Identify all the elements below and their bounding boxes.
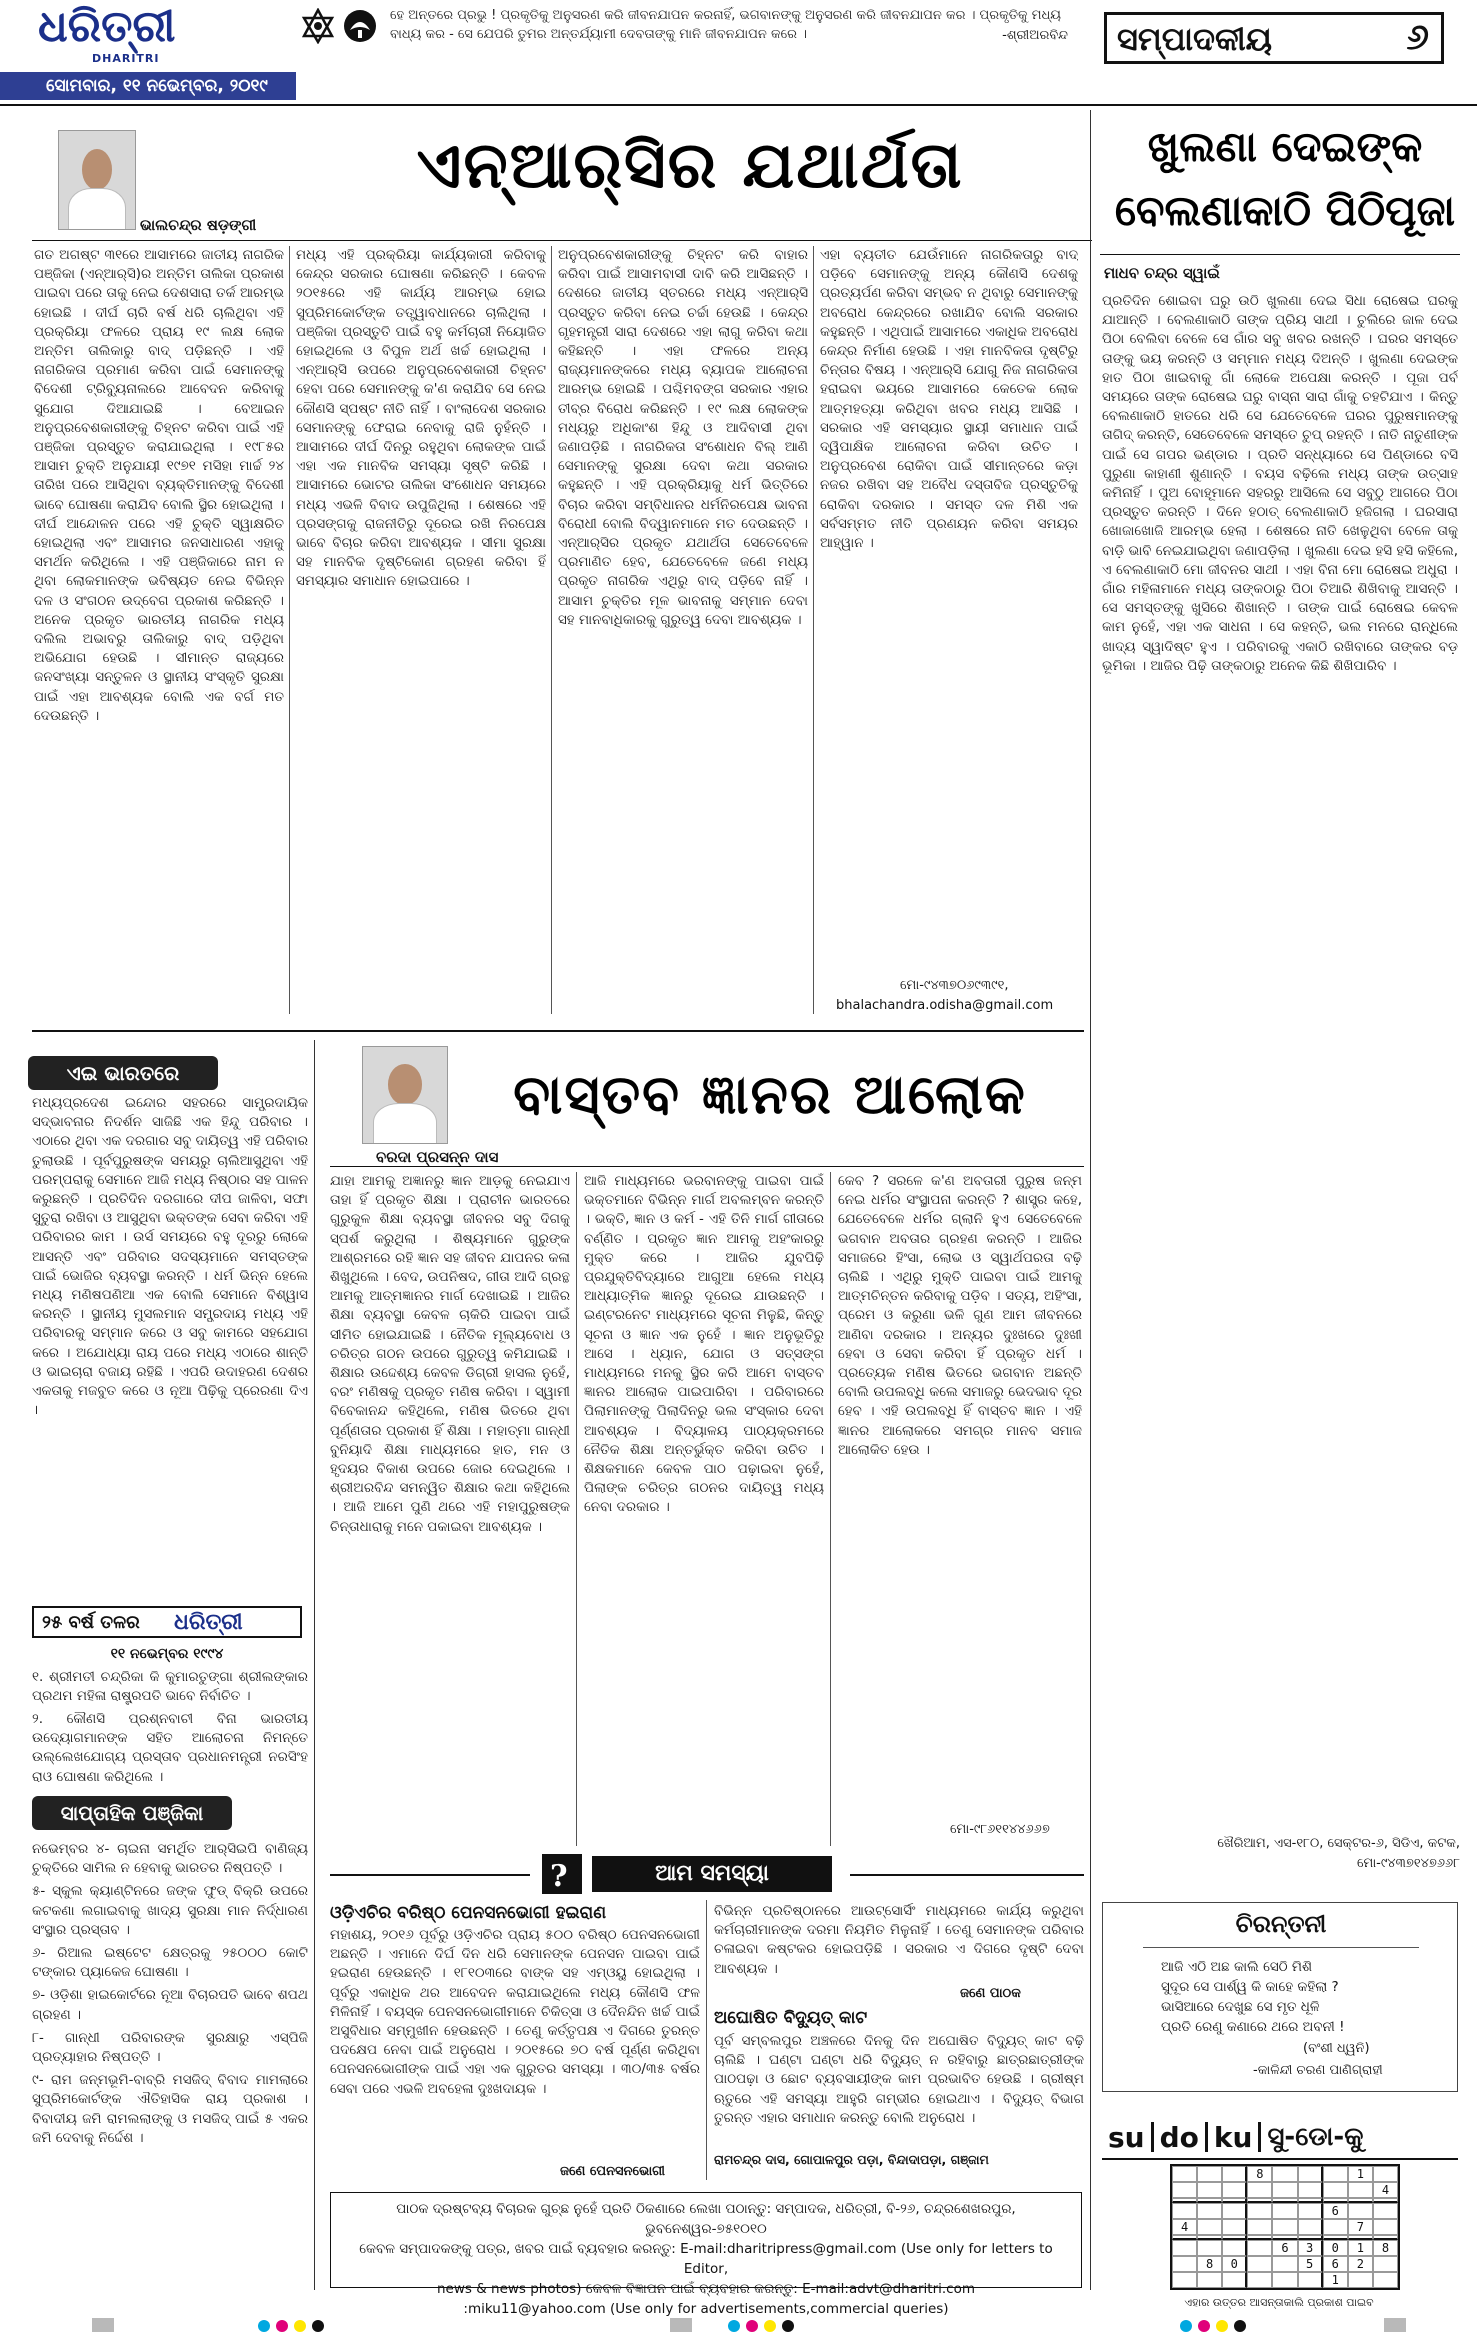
chirantani-line-2: ସୁଦୂର ସେ ପାର୍ଶ୍ୱ କି କାହେ କହିଲା ? bbox=[1161, 1979, 1339, 1995]
left-column-divider bbox=[314, 1040, 315, 2290]
weekly-title: ସାପ୍ତାହିକ ପଞ୍ଜିକା bbox=[32, 1796, 232, 1830]
sudoku-cell bbox=[1272, 2166, 1297, 2182]
footer-line-3[interactable]: news & news photos) କେବଳ ବିଜ୍ଞାପନ ପାଇଁ ବ୍ୟବହାର କରନ୍ତୁ: E-mail:advt@dharitri.com bbox=[436, 2281, 976, 2297]
sudoku-cell bbox=[1373, 2219, 1398, 2235]
sudoku-cell bbox=[1272, 2203, 1297, 2219]
years-ago-item-1: ୧. ଶ୍ରୀମତୀ ଚନ୍ଦ୍ରିକା କି କୁମାରତୁଙ୍ଗା ଶ୍ରୀଲଙ୍କାର ପ୍ରଥମ ମହିଳା ରାଷ୍ଟ୍ରପତି ଭାବେ ନିର୍ବାଚିତ । bbox=[32, 1669, 308, 1705]
letter2-signature: ଜଣେ ପାଠକ bbox=[960, 1986, 1021, 2001]
weekly-item: ୮- ଗାନ୍ଧୀ ପରିବାରଙ୍କ ସୁରକ୍ଷାରୁ ଏସ୍‌ପିଜି ପ୍ରତ୍ୟାହାର ନିଷ୍ପତ୍ତି । bbox=[32, 2029, 308, 2066]
col-divider bbox=[576, 1172, 577, 1846]
sudoku-cell bbox=[1247, 2182, 1272, 2198]
chirantani-title: ଚିରନ୍ତନୀ bbox=[1235, 1909, 1327, 1938]
mid-rule bbox=[32, 1030, 1084, 1032]
print-mark bbox=[1234, 2320, 1246, 2332]
footer-line-2[interactable]: କେବଳ ସମ୍ପାଦକଙ୍କୁ ପତ୍ର, ଖବର ପାଇଁ ବ୍ୟବହାର କରନ୍ତୁ: E-mail:dharitripress@gmail.com (Use only for letters to Editor, bbox=[359, 2241, 1053, 2277]
sudoku-cell: 8 bbox=[1197, 2256, 1222, 2272]
sudoku-cell bbox=[1197, 2272, 1222, 2288]
second-col-3: କେବ ? ସରଳେ କ'ଣ ଅବତାରୀ ପୁରୁଷ ଜନ୍ମ ନେଇ ଧର୍ମର ସଂସ୍ଥାପନା କରନ୍ତି ? ଶାସ୍ତ୍ର କହେ, ଯେତେବେଳେ ଧର୍ମର ଗ୍ଲାନି ହୁଏ ସେତେବେଳେ ଭଗବାନ ଅବତାର ଗ୍ରହଣ କରନ୍ତି । ଆଜିର ସମାଜରେ ହିଂସା, ଲୋଭ ଓ ସ୍ୱାର୍ଥପରତା ବଢ଼ି ଚାଲିଛି । ଏଥିରୁ ମୁକ୍ତି ପାଇବା ପାଇଁ ଆମକୁ ଆତ୍ମଚିନ୍ତନ କରିବାକୁ ପଡ଼ିବ । ସତ୍ୟ, ଅହିଂସା, ପ୍ରେମ ଓ କରୁଣା ଭଳି ଗୁଣ ଆମ ଜୀବନରେ ଆଣିବା ଦରକାର । ଅନ୍ୟର ଦୁଃଖରେ ଦୁଃଖୀ ହେବା ଓ ସେବା କରିବା ହିଁ ପ୍ରକୃତ ଧର୍ମ । ପ୍ରତ୍ୟେକ ମଣିଷ ଭିତରେ ଭଗବାନ ଅଛନ୍ତି ବୋଲି ଉପଲବ୍ଧି କଲେ ସମାଜରୁ ଭେଦଭାବ ଦୂର ହେବ । ଏହି ଉପଲବ୍ଧି ହିଁ ବାସ୍ତବ ଜ୍ଞାନ । ଏହି ଜ୍ଞାନର ଆଲୋକରେ ସମଗ୍ର ମାନବ ସମାଜ ଆଲୋକିତ ହେଉ । bbox=[838, 1173, 1082, 1458]
sudoku-cell bbox=[1323, 2166, 1348, 2182]
col-divider bbox=[551, 246, 552, 1014]
sudoku-cell bbox=[1298, 2182, 1323, 2198]
lead-head-rule bbox=[32, 240, 1092, 241]
lead-headline: ଏନ୍‌ଆର୍‌ସିର ଯଥାର୍ଥତା bbox=[416, 128, 964, 203]
right-column-divider bbox=[1090, 110, 1091, 2290]
section-banner bbox=[1104, 12, 1444, 64]
footer-line-1: ପାଠକ ଦ୍ରଷ୍ଟବ୍ୟ ବିଚାରକ ଗୁଚ୍ଛ ନୁହେଁ ପ୍ରତି ଠିକଣାରେ ଲେଖା ପଠାନ୍ତୁ: ସମ୍ପାଦକ, ଧରିତ୍ରୀ, ବି-୨୬, ଚନ୍ଦ୍ରଶେଖରପୁର, ଭୁବନେଶ୍ୱର-୭୫୧୦୧୦ bbox=[396, 2201, 1016, 2237]
years-ago-item-2: ୨. କୌଣସି ପ୍ରଶ୍ନବାଚୀ ବିନା ଭାରତୀୟ ଉଦ୍ୟୋଗମାନଙ୍କ ସହିତ ଆଲୋଚନା ନିମନ୍ତେ ଉଲ୍ଲେଖଯୋଗ୍ୟ ପ୍ରସ୍ତାବ ପ୍ରଧାନମନ୍ତ୍ରୀ ନରସିଂହ ରାଓ ଘୋଷଣା କରିଥିଲେ । bbox=[32, 1711, 308, 1785]
second-author: ବରଦା ପ୍ରସନ୍ନ ଦାସ bbox=[376, 1148, 499, 1166]
weekly-item: ନଭେମ୍ବର ୪- ଚାଇନା ସମର୍ଥିତ ଆର୍‌ସିଇପି ବାଣିଜ୍ୟ ଚୁକ୍ତିରେ ସାମିଲ ନ ହେବାକୁ ଭାରତର ନିଷ୍ପତ୍ତି । bbox=[32, 1841, 308, 1877]
column-author: ମାଧବ ଚନ୍ଦ୍ର ସ୍ୱାଇଁ bbox=[1104, 264, 1220, 282]
sudoku-cell bbox=[1373, 2272, 1398, 2288]
sudoku-grid bbox=[1170, 2164, 1400, 2290]
sudoku-cell bbox=[1172, 2272, 1197, 2288]
chirantani-line-3: ଭାସିଆରେ ଦେଖୁଛ ସେ ମୃତ ଧୂଳି bbox=[1161, 1999, 1320, 2015]
chirantani-line-1: ଆଜି ଏଠି ଅଛ କାଲି ସେଠି ମିଶି bbox=[1161, 1959, 1313, 1975]
sudoku-title-su: su bbox=[1108, 2120, 1145, 2154]
lead-contact: ମୋ-୯୪୩୭୦୬୯୩୯୧, bbox=[900, 978, 1009, 993]
weekly-list bbox=[32, 1840, 308, 2290]
column-contact: ମୋ-୯୪୩୭୧୪୭୬୬୮ bbox=[1356, 1856, 1460, 1871]
sudoku-cell: 5 bbox=[1298, 2256, 1323, 2272]
years-ago-paper: ଧରିତ୍ରୀ bbox=[174, 1609, 243, 1635]
letter3-body: ପୂର୍ବ ସମ୍ବଲପୁର ଅଞ୍ଚଳରେ ଦିନକୁ ଦିନ ଅଘୋଷିତ ବିଦ୍ୟୁତ୍ କାଟ ବଢ଼ି ଚାଲିଛି । ଘଣ୍ଟା ଘଣ୍ଟା ଧରି ବିଦ୍ୟୁତ୍ ନ ରହିବାରୁ ଛାତ୍ରଛାତ୍ରୀଙ୍କ ପାଠପଢ଼ା ଓ ଛୋଟ ବ୍ୟବସାୟୀଙ୍କ କାମ ପ୍ରଭାବିତ ହେଉଛି । ଗ୍ରୀଷ୍ମ ଋତୁରେ ଏହି ସମସ୍ୟା ଆହୁରି ଗମ୍ଭୀର ହୋଇଥାଏ । ବିଦ୍ୟୁତ୍ ବିଭାଗ ତୁରନ୍ତ ଏହାର ସମାଧାନ କରନ୍ତୁ ବୋଲି ଅନୁରୋଧ । bbox=[714, 2033, 1084, 2126]
sudoku-cell: 8 bbox=[1247, 2166, 1272, 2182]
sudoku-cell bbox=[1272, 2182, 1297, 2198]
masthead bbox=[0, 0, 1477, 104]
sudoku-cell bbox=[1247, 2272, 1272, 2288]
sudoku-cell bbox=[1373, 2256, 1398, 2272]
sudoku-cell: 4 bbox=[1172, 2219, 1197, 2235]
sudoku-cell bbox=[1247, 2240, 1272, 2256]
sudoku-cell bbox=[1247, 2203, 1272, 2219]
col-divider bbox=[289, 246, 290, 1014]
svg-text:?: ? bbox=[550, 1859, 568, 1894]
sudoku-cell bbox=[1197, 2166, 1222, 2182]
sudoku-title-ku: ku bbox=[1213, 2120, 1253, 2154]
sudoku-cell bbox=[1323, 2219, 1348, 2235]
weekly-item: ୬- ରିଆଲ ଇଷ୍ଟେଟ କ୍ଷେତ୍ରକୁ ୨୫୦୦୦ କୋଟି ଟଙ୍କାର ପ୍ୟାକେଜ ଘୋଷଣା । bbox=[32, 1945, 308, 1981]
print-mark bbox=[258, 2320, 270, 2332]
sudoku-cell: 3 bbox=[1298, 2240, 1323, 2256]
column-head-rule bbox=[1100, 254, 1460, 255]
print-mark bbox=[782, 2320, 794, 2332]
chirantani-rule bbox=[1143, 1947, 1419, 1948]
lead-col-3: ଅନୁପ୍ରବେଶକାରୀଙ୍କୁ ଚିହ୍ନଟ କରି ବାହାର କରିବା ପାଇଁ ଆସାମବାସୀ ଦାବି କରି ଆସିଛନ୍ତି । ଦେଶରେ ଜାତୀୟ ସ୍ତରରେ ମଧ୍ୟ ଏନ୍‌ଆର୍‌ସି ପ୍ରସ୍ତୁତ କରିବା ନେଇ ଚର୍ଚ୍ଚା ହେଉଛି । କେନ୍ଦ୍ର ଗୃହମନ୍ତ୍ରୀ ସାରା ଦେଶରେ ଏହା ଲାଗୁ କରିବା କଥା କହିଛନ୍ତି । ଏହା ଫଳରେ ଅନ୍ୟ ରାଜ୍ୟମାନଙ୍କରେ ମଧ୍ୟ ବ୍ୟାପକ ଆଲୋଚନା ଆରମ୍ଭ ହୋଇଛି । ପଶ୍ଚିମବଙ୍ଗ ସରକାର ଏହାର ତୀବ୍ର ବିରୋଧ କରିଛନ୍ତି । ୧୯ ଲକ୍ଷ ଲୋକଙ୍କ ମଧ୍ୟରୁ ଅଧିକାଂଶ ହିନ୍ଦୁ ଓ ଆଦିବାସୀ ଥିବା ଜଣାପଡ଼ିଛି । ନାଗରିକତା ସଂଶୋଧନ ବିଲ୍ ଆଣି ସେମାନଙ୍କୁ ସୁରକ୍ଷା ଦେବା କଥା ସରକାର କହୁଛନ୍ତି । ଏହି ପ୍ରକ୍ରିୟାକୁ ଧର୍ମ ଭିତ୍ତିରେ ବିଚାର କରିବା ସମ୍ବିଧାନର ଧର୍ମନିରପେକ୍ଷ ଭାବନା ବିରୋଧୀ ବୋଲି ବିଦ୍ୱାନମାନେ ମତ ଦେଉଛନ୍ତି । ଏନ୍‌ଆର୍‌ସିର ପ୍ରକୃତ ଯଥାର୍ଥତା ସେତେବେଳେ ପ୍ରମାଣିତ ହେବ, ଯେତେବେଳେ ଜଣେ ମଧ୍ୟ ପ୍ରକୃତ ନାଗରିକ ଏଥିରୁ ବାଦ୍ ପଡ଼ିବେ ନାହିଁ । ଆସାମ ଚୁକ୍ତିର ମୂଳ ଭାବନାକୁ ସମ୍ମାନ ଦେବା ସହ ମାନବାଧିକାରକୁ ଗୁରୁତ୍ୱ ଦେବା ଆବଶ୍ୟକ । bbox=[558, 247, 808, 628]
sudoku-cell bbox=[1222, 2182, 1247, 2198]
section-title: ସମ୍ପାଦକୀୟ bbox=[1117, 20, 1273, 58]
sudoku-cell bbox=[1222, 2240, 1247, 2256]
sudoku-answer-note: ଏହାର ଉତ୍ତର ଆସନ୍ତାକାଲି ପ୍ରକାଶ ପାଇବ bbox=[1104, 2296, 1454, 2310]
sudoku-cell bbox=[1247, 2256, 1272, 2272]
second-col-1: ଯାହା ଆମକୁ ଅଜ୍ଞାନରୁ ଜ୍ଞାନ ଆଡ଼କୁ ନେଇଯାଏ ତାହା ହିଁ ପ୍ରକୃତ ଶିକ୍ଷା । ପ୍ରାଚୀନ ଭାରତରେ ଗୁରୁକୁଳ ଶିକ୍ଷା ବ୍ୟବସ୍ଥା ଜୀବନର ସବୁ ଦିଗକୁ ସ୍ପର୍ଶ କରୁଥିଲା । ଶିଷ୍ୟମାନେ ଗୁରୁଙ୍କ ଆଶ୍ରମରେ ରହି ଜ୍ଞାନ ସହ ଜୀବନ ଯାପନର କଳା ଶିଖୁଥିଲେ । ବେଦ, ଉପନିଷଦ, ଗୀତା ଆଦି ଗ୍ରନ୍ଥ ଆମକୁ ଆତ୍ମଜ୍ଞାନର ମାର୍ଗ ଦେଖାଇଛି । ଆଜିର ଶିକ୍ଷା ବ୍ୟବସ୍ଥା କେବଳ ଚାକିରି ପାଇବା ପାଇଁ ସୀମିତ ହୋଇଯାଇଛି । ନୈତିକ ମୂଲ୍ୟବୋଧ ଓ ଚରିତ୍ର ଗଠନ ଉପରେ ଗୁରୁତ୍ୱ କମିଯାଇଛି । ଶିକ୍ଷାର ଉଦ୍ଦେଶ୍ୟ କେବଳ ଡିଗ୍ରୀ ହାସଲ ନୁହେଁ, ବରଂ ମଣିଷକୁ ପ୍ରକୃତ ମଣିଷ କରିବା । ସ୍ୱାମୀ ବିବେକାନନ୍ଦ କହିଥିଲେ, ମଣିଷ ଭିତରେ ଥିବା ପୂର୍ଣ୍ଣତାର ପ୍ରକାଶ ହିଁ ଶିକ୍ଷା । ମହାତ୍ମା ଗାନ୍ଧୀ ବୁନିୟାଦି ଶିକ୍ଷା ମାଧ୍ୟମରେ ହାତ, ମନ ଓ ହୃଦୟର ବିକାଶ ଉପରେ ଜୋର ଦେଇଥିଲେ । ଶ୍ରୀଅରବିନ୍ଦ ସମନ୍ୱିତ ଶିକ୍ଷାର କଥା କହିଥିଲେ । ଆଜି ଆମେ ପୁଣି ଥରେ ଏହି ମହାପୁରୁଷଙ୍କ ଚିନ୍ତାଧାରାକୁ ମନେ ପକାଇବା ଆବଶ୍ୟକ । bbox=[330, 1173, 570, 1535]
sudoku-cell bbox=[1348, 2203, 1373, 2219]
column-headline-1: ଖୁଲଣା ଦେଇଙ୍କ bbox=[1147, 122, 1423, 171]
letter1-body: ମହାଶୟ, ୨୦୧୬ ପୂର୍ବରୁ ଓଡ଼ିଏଚିର ପ୍ରାୟ ୫୦୦ ବରିଷ୍ଠ ପେନସନଭୋଗୀ ଅଛନ୍ତି । ଏମାନେ ଦିର୍ଘ ଦିନ ଧରି ସେମାନଙ୍କ ପେନସନ ପାଇବା ପାଇଁ ହଇରାଣ ହେଉଛନ୍ତି । ୧୮୧୦୩ରେ ବାଙ୍କ ସହ ଏମ୍‌ଓୟୁ ହୋଇଥିଲା । ପୂର୍ବରୁ ଏକାଧିକ ଥର ଆବେଦନ କରାଯାଇଥିଲେ ମଧ୍ୟ କୌଣସି ଫଳ ମିଳିନାହିଁ । ବୟସ୍କ ପେନସନଭୋଗୀମାନେ ଚିକିତ୍ସା ଓ ଦୈନନ୍ଦିନ ଖର୍ଚ୍ଚ ପାଇଁ ଅସୁବିଧାର ସମ୍ମୁଖୀନ ହେଉଛନ୍ତି । ତେଣୁ କର୍ତ୍ତୃପକ୍ଷ ଏ ଦିଗରେ ତୁରନ୍ତ ପଦକ୍ଷେପ ନେବା ପାଇଁ ଅନୁରୋଧ । ୨୦୧୫ରେ ୭୦ ବର୍ଷ ପୂର୍ଣ୍ଣ କରିଥିବା ପେନସନଭୋଗୀଙ୍କ ପାଇଁ ଏହା ଏକ ଗୁରୁତର ସମସ୍ୟା । ୩୦/୩୫ ବର୍ଷର ସେବା ପରେ ଏଭଳି ଅବହେଳା ଦୁଃଖଦାୟକ । bbox=[330, 1927, 700, 2097]
sudoku-title-do: do bbox=[1159, 2120, 1199, 2154]
problems-title: ଆମ ସମସ୍ୟା bbox=[592, 1856, 832, 1892]
masthead-quote-author: -ଶ୍ରୀଅରବିନ୍ଦ bbox=[944, 26, 1068, 45]
sudoku-cell: 6 bbox=[1323, 2256, 1348, 2272]
weekly-item: ୯- ରାମ ଜନ୍ମଭୂମି-ବାବ୍ରି ମସଜିଦ୍ ବିବାଦ ମାମଲାରେ ସୁପ୍ରିମକୋର୍ଟଙ୍କ ଐତିହାସିକ ରାୟ ପ୍ରକାଶ । ବିବାଦୀୟ ଜମି ରାମଲଲାଙ୍କୁ ଓ ମସଜିଦ୍ ପାଇଁ ୫ ଏକର ଜମି ଦେବାକୁ ନିର୍ଦ୍ଦେଶ । bbox=[32, 2072, 308, 2146]
masthead-rule bbox=[0, 104, 1477, 106]
sudoku-cell bbox=[1222, 2203, 1247, 2219]
contact-footer bbox=[330, 2192, 1082, 2317]
col-divider bbox=[830, 1172, 831, 1846]
sudoku-cell bbox=[1172, 2203, 1197, 2219]
sudoku-cell bbox=[1197, 2182, 1222, 2198]
letter3-signature: ରାମଚନ୍ଦ୍ର ଦାସ, ଗୋପାଳପୁର ପଡ଼ା, ବିନ୍ଦାଦାପଡ଼ା, ଗଞ୍ଜାମ bbox=[714, 2152, 989, 2167]
sudoku-title-rule bbox=[1102, 2158, 1458, 2160]
print-mark bbox=[1180, 2320, 1192, 2332]
column-headline-2: ବେଲଣାକାଠି ପିଠିପୂଜା bbox=[1114, 186, 1456, 235]
lead-author: ଭାଲଚନ୍ଦ୍ର ଷଡ଼ଙ୍ଗୀ bbox=[140, 216, 257, 234]
second-col-2: ଆଜି ମାଧ୍ୟମରେ ଭରବାନଙ୍କୁ ପାଇବା ପାଇଁ ଭକ୍ତମାନେ ବିଭିନ୍ନ ମାର୍ଗ ଅବଲମ୍ବନ କରନ୍ତି । ଭକ୍ତି, ଜ୍ଞାନ ଓ କର୍ମ - ଏହି ତିନି ମାର୍ଗ ଗୀତାରେ ବର୍ଣ୍ଣିତ । ପ୍ରକୃତ ଜ୍ଞାନ ଆମକୁ ଅହଂକାରରୁ ମୁକ୍ତ କରେ । ଆଜିର ଯୁବପିଢ଼ି ପ୍ରଯୁକ୍ତିବିଦ୍ୟାରେ ଆଗୁଆ ହେଲେ ମଧ୍ୟ ଆଧ୍ୟାତ୍ମିକ ଜ୍ଞାନରୁ ଦୂରେଇ ଯାଉଛନ୍ତି । ଇଣ୍ଟରନେଟ ମାଧ୍ୟମରେ ସୂଚନା ମିଳୁଛି, କିନ୍ତୁ ସୂଚନା ଓ ଜ୍ଞାନ ଏକ ନୁହେଁ । ଜ୍ଞାନ ଅନୁଭୂତିରୁ ଆସେ । ଧ୍ୟାନ, ଯୋଗ ଓ ସତ୍ସଙ୍ଗ ମାଧ୍ୟମରେ ମନକୁ ସ୍ଥିର କରି ଆମେ ବାସ୍ତବ ଜ୍ଞାନର ଆଲୋକ ପାଇପାରିବା । ପରିବାରରେ ପିଲାମାନଙ୍କୁ ପିଲାଦିନରୁ ଭଲ ସଂସ୍କାର ଦେବା ଆବଶ୍ୟକ । ବିଦ୍ୟାଳୟ ପାଠ୍ୟକ୍ରମରେ ନୈତିକ ଶିକ୍ଷା ଅନ୍ତର୍ଭୁକ୍ତ କରିବା ଉଚିତ । ଶିକ୍ଷକମାନେ କେବଳ ପାଠ ପଢ଼ାଇବା ନୁହେଁ, ପିଲାଙ୍କ ଚରିତ୍ର ଗଠନର ଦାୟିତ୍ୱ ମଧ୍ୟ ନେବା ଦରକାର । bbox=[584, 1173, 824, 1516]
problems-rule-right bbox=[850, 1874, 1084, 1876]
weekly-item: ୭- ଓଡ଼ିଶା ହାଇକୋର୍ଟରେ ନୂଆ ବିଚାରପତି ଭାବେ ଶପଥ ଗ୍ରହଣ । bbox=[32, 1987, 308, 2023]
date-bar: ସୋମବାର, ୧୧ ନଭେମ୍ବର, ୨୦୧୯ bbox=[0, 72, 296, 100]
chirantani-line-4: ପ୍ରତି ରେଣୁ କଣାରେ ଥରେ ଅବନୀ ! bbox=[1161, 2019, 1345, 2035]
chirantani-box bbox=[1102, 1902, 1458, 2092]
problems-banner bbox=[540, 1852, 840, 1896]
years-ago-banner bbox=[32, 1606, 302, 1638]
sudoku-cell bbox=[1172, 2182, 1197, 2198]
lead-col-4: ଏହା ବ୍ୟତୀତ ଯେଉଁମାନେ ନାଗରିକତାରୁ ବାଦ୍ ପଡ଼ିବେ ସେମାନଙ୍କୁ ଅନ୍ୟ କୌଣସି ଦେଶକୁ ପ୍ରତ୍ୟର୍ପଣ କରିବା ସମ୍ଭବ ନ ଥିବାରୁ ସେମାନଙ୍କୁ ଅବରୋଧ କେନ୍ଦ୍ରରେ ରଖାଯିବ ବୋଲି ସରକାର କହୁଛନ୍ତି । ଏଥିପାଇଁ ଆସାମରେ ଏକାଧିକ ଅବରୋଧ କେନ୍ଦ୍ର ନିର୍ମାଣ ହେଉଛି । ଏହା ମାନବିକତା ଦୃଷ୍ଟିରୁ ଚିନ୍ତାର ବିଷୟ । ଏନ୍‌ଆର୍‌ସି ଯୋଗୁ ନିଜ ନାଗରିକତା ହରାଇବା ଭୟରେ ଆସାମରେ କେତେକ ଲୋକ ଆତ୍ମହତ୍ୟା କରିଥିବା ଖବର ମଧ୍ୟ ଆସିଛି । ସରକାର ଏହି ସମସ୍ୟାର ସ୍ଥାୟୀ ସମାଧାନ ପାଇଁ ଦ୍ୱିପାକ୍ଷିକ ଆଲୋଚନା କରିବା ଉଚିତ । ଅନୁପ୍ରବେଶ ରୋକିବା ପାଇଁ ସୀମାନ୍ତରେ କଡ଼ା ନଜର ରଖିବା ସହ ଅବୈଧ ଦସ୍ତାବିଜ ପ୍ରସ୍ତୁତିକୁ ରୋକିବା ଦରକାର । ସମସ୍ତ ଦଳ ମିଶି ଏକ ସର୍ବସମ୍ମତ ନୀତି ପ୍ରଣୟନ କରିବା ସମୟର ଆହ୍ୱାନ । bbox=[820, 247, 1078, 552]
chirantani-poet: -କାଳିନ୍ଦୀ ଚରଣ ପାଣିଗ୍ରାହୀ bbox=[1253, 2063, 1383, 2078]
years-ago-date: ୧୧ ନଭେମ୍ବର ୧୯୯୪ bbox=[110, 1646, 224, 1662]
sudoku-cell bbox=[1197, 2240, 1222, 2256]
sudoku-cell bbox=[1247, 2219, 1272, 2235]
sudoku-title-odia: ସୁ-ଡୋ-କୁ bbox=[1267, 2121, 1364, 2152]
print-mark bbox=[312, 2320, 324, 2332]
sudoku-cell bbox=[1272, 2272, 1297, 2288]
sudoku-cell: 4 bbox=[1373, 2182, 1398, 2198]
sudoku-cell: 1 bbox=[1323, 2272, 1348, 2288]
sudoku-cell bbox=[1323, 2182, 1348, 2198]
print-mark bbox=[276, 2320, 288, 2332]
this-india-title: ଏଇ ଭାରତରେ bbox=[28, 1056, 218, 1090]
masthead-logo-sub: DHARITRI bbox=[92, 52, 160, 65]
print-mark bbox=[1384, 2318, 1406, 2332]
problems-rule-left bbox=[330, 1874, 530, 1876]
sudoku-cell: 0 bbox=[1323, 2240, 1348, 2256]
print-mark bbox=[728, 2320, 740, 2332]
print-mark bbox=[670, 2318, 692, 2332]
letter2-body: ବିଭିନ୍ନ ପ୍ରତିଷ୍ଠାନରେ ଆଉଟ୍‌ସୋର୍ସିଂ ମାଧ୍ୟମରେ କାର୍ଯ୍ୟ କରୁଥିବା କର୍ମଚାରୀମାନଙ୍କ ଦରମା ନିୟମିତ ମିଳୁନାହିଁ । ତେଣୁ ସେମାନଙ୍କ ପରିବାର ଚଳାଇବା କଷ୍ଟକର ହୋଇପଡ଼ିଛି । ସରକାର ଏ ଦିଗରେ ଦୃଷ୍ଟି ଦେବା ଆବଶ୍ୟକ । bbox=[714, 1903, 1084, 1977]
sudoku-title bbox=[1102, 2118, 1458, 2156]
quote-mark-icon bbox=[540, 1852, 590, 1896]
masthead-logo: ଧରିତ୍ରୀ bbox=[38, 1, 176, 52]
author-photo-barada bbox=[362, 1046, 448, 1144]
print-mark bbox=[92, 2318, 114, 2332]
second-head-rule bbox=[330, 1166, 1084, 1167]
sudoku-cell: 6 bbox=[1323, 2203, 1348, 2219]
print-mark bbox=[1216, 2320, 1228, 2332]
lead-email[interactable]: bhalachandra.odisha@gmail.com bbox=[836, 998, 1054, 1013]
masthead-quote: ହେ ଅନ୍ତରେ ପ୍ରଭୁ ! ପ୍ରକୃତିକୁ ଅନୁସରଣ କରି ଜୀବନଯାପନ କରନାହିଁ, ଭଗବାନଙ୍କୁ ଅନୁସରଣ କରି ଜୀବନଯାପନ କର । ପ୍ରକୃତିକୁ ମଧ୍ୟ ବାଧ୍ୟ କର - ସେ ଯେପରି ତୁମର ଅନ୍ତର୍ଯ୍ୟାମୀ ଦେବତାଙ୍କୁ ମାନି ଜୀବନଯାପନ କରେ । bbox=[390, 8, 1062, 42]
sudoku-cell bbox=[1348, 2182, 1373, 2198]
sudoku-cell bbox=[1172, 2240, 1197, 2256]
sudoku-cell bbox=[1373, 2203, 1398, 2219]
sudoku-cell: 7 bbox=[1348, 2219, 1373, 2235]
letter3-title: ଅଘୋଷିତ ବିଦ୍ୟୁତ୍ କାଟ bbox=[714, 2008, 868, 2028]
print-mark bbox=[294, 2320, 306, 2332]
letter1-title: ଓଡ଼ିଏଚିର ବରିଷ୍ଠ ପେନସନଭୋଗୀ ହଇରାଣ bbox=[330, 1903, 607, 1923]
second-headline: ବାସ୍ତବ ଜ୍ଞାନର ଆଲୋକ bbox=[513, 1062, 1027, 1126]
second-contact: ମୋ-୯୮୬୧୧୪୪୬୬୭ bbox=[950, 1822, 1050, 1837]
sudoku-cell bbox=[1222, 2219, 1247, 2235]
print-mark bbox=[764, 2320, 776, 2332]
lead-col-2: ମଧ୍ୟ ଏହି ପ୍ରକ୍ରିୟା କାର୍ଯ୍ୟକାରୀ କରିବାକୁ କେନ୍ଦ୍ର ସରକାର ଘୋଷଣା କରିଛନ୍ତି । କେବଳ ୨୦୧୫ରେ ଏହି କାର୍ଯ୍ୟ ଆରମ୍ଭ ହୋଇ ସୁପ୍ରିମକୋର୍ଟଙ୍କ ତତ୍ତ୍ୱାବଧାନରେ ଚାଲିଥିଲା । ପଞ୍ଜିକା ପ୍ରସ୍ତୁତି ପାଇଁ ବହୁ କର୍ମଚାରୀ ନିୟୋଜିତ ହୋଇଥିଲେ ଓ ବିପୁଳ ଅର୍ଥ ଖର୍ଚ୍ଚ ହୋଇଥିଲା । ଏନ୍‌ଆର୍‌ସି ଉପରେ ଅନୁପ୍ରବେଶକାରୀ ଚିହ୍ନଟ ହେବା ପରେ ସେମାନଙ୍କୁ କ'ଣ କରାଯିବ ସେ ନେଇ କୌଣସି ସ୍ପଷ୍ଟ ନୀତି ନାହିଁ । ବାଂଲାଦେଶ ସରକାର ସେମାନଙ୍କୁ ଫେରାଇ ନେବାକୁ ରାଜି ନୁହଁନ୍ତି । ଆସାମରେ ଦୀର୍ଘ ଦିନରୁ ରହୁଥିବା ଲୋକଙ୍କ ପାଇଁ ଏହା ଏକ ମାନବିକ ସମସ୍ୟା ସୃଷ୍ଟି କରିଛି । ଆସାମରେ ଭୋଟର ତାଲିକା ସଂଶୋଧନ ସମୟରେ ମଧ୍ୟ ଏଭଳି ବିବାଦ ଉପୁଜିଥିଲା । ଶେଷରେ ଏହି ପ୍ରସଙ୍ଗକୁ ରାଜନୀତିରୁ ଦୂରେଇ ରଖି ନିରପେକ୍ଷ ଭାବେ ବିଚାର କରିବା ଆବଶ୍ୟକ । ସୀମା ସୁରକ୍ଷା ସହ ମାନବିକ ଦୃଷ୍ଟିକୋଣ ଗ୍ରହଣ କରିବା ହିଁ ସମସ୍ୟାର ସମାଧାନ ହୋଇପାରେ । bbox=[296, 247, 546, 590]
sudoku-cell: 0 bbox=[1222, 2256, 1247, 2272]
col-divider bbox=[813, 246, 814, 1014]
sudoku-cell bbox=[1298, 2203, 1323, 2219]
sudoku-cell bbox=[1272, 2256, 1297, 2272]
sudoku-cell bbox=[1222, 2166, 1247, 2182]
chirantani-source: (ବଂଶୀ ଧ୍ୱନି) bbox=[1303, 2041, 1370, 2056]
letter1-signature: ଜଣେ ପେନସନଭୋଗୀ bbox=[560, 2164, 666, 2179]
sudoku-cell: 8 bbox=[1373, 2240, 1398, 2256]
print-mark bbox=[746, 2320, 758, 2332]
sudoku-cell: 1 bbox=[1348, 2240, 1373, 2256]
sudoku-cell: 6 bbox=[1272, 2240, 1297, 2256]
sudoku-cell bbox=[1172, 2256, 1197, 2272]
sudoku-cell: 1 bbox=[1348, 2166, 1373, 2182]
author-photo-bhalachandra bbox=[58, 130, 136, 230]
sudoku-cell bbox=[1348, 2272, 1373, 2288]
sudoku-cell bbox=[1298, 2166, 1323, 2182]
sudoku-cell bbox=[1272, 2219, 1297, 2235]
star-emblem-icon bbox=[300, 8, 336, 44]
footer-line-4[interactable]: :miku11@yahoo.com (Use only for advertisements,commercial queries) bbox=[463, 2301, 949, 2317]
col-divider bbox=[706, 1900, 707, 2180]
sudoku-cell bbox=[1172, 2166, 1197, 2182]
sudoku-cell bbox=[1197, 2203, 1222, 2219]
column-address: ଖୈରିଆମ, ଏସ-୧୮୦, ସେକ୍ଟର-୬, ସିଡିଏ, କଟକ, bbox=[1217, 1836, 1460, 1851]
sudoku-cell: 2 bbox=[1348, 2256, 1373, 2272]
sudoku-cell bbox=[1197, 2219, 1222, 2235]
lotus-emblem-icon bbox=[342, 8, 378, 44]
sudoku-cell bbox=[1222, 2272, 1247, 2288]
sudoku-cell bbox=[1298, 2219, 1323, 2235]
lead-col-1: ଗତ ଅଗଷ୍ଟ ୩୧ରେ ଆସାମରେ ଜାତୀୟ ନାଗରିକ ପଞ୍ଜିକା (ଏନ୍‌ଆର୍‌ସି)ର ଅନ୍ତିମ ତାଲିକା ପ୍ରକାଶ ପାଇବା ପରେ ତାକୁ ନେଇ ଦେଶସାରା ତର୍କ ଆରମ୍ଭ ହୋଇଛି । ଦୀର୍ଘ ଚାରି ବର୍ଷ ଧରି ଚାଲିଥିବା ଏହି ପ୍ରକ୍ରିୟା ଫଳରେ ପ୍ରାୟ ୧୯ ଲକ୍ଷ ଲୋକ ଅନ୍ତିମ ତାଲିକାରୁ ବାଦ୍ ପଡ଼ିଛନ୍ତି । ଏହି ନାଗରିକତା ପ୍ରମାଣ କରିବା ପାଇଁ ସେମାନଙ୍କୁ ବିଦେଶୀ ଟ୍ରିବ୍ୟୁନାଲରେ ଆବେଦନ କରିବାକୁ ସୁଯୋଗ ଦିଆଯାଇଛି । ବେଆଇନ ଅନୁପ୍ରବେଶକାରୀଙ୍କୁ ଚିହ୍ନଟ କରିବା ପାଇଁ ଏହି ପଞ୍ଜିକା ପ୍ରସ୍ତୁତ କରାଯାଇଥିଲା । ୧୯୮୫ର ଆସାମ ଚୁକ୍ତି ଅନୁଯାୟୀ ୧୯୭୧ ମସିହା ମାର୍ଚ୍ଚ ୨୪ ତାରିଖ ପରେ ଆସିଥିବା ବ୍ୟକ୍ତିମାନଙ୍କୁ ବିଦେଶୀ ଭାବେ ଘୋଷଣା କରାଯିବ ବୋଲି ସ୍ଥିର ହୋଇଥିଲା । ଦୀର୍ଘ ଆନ୍ଦୋଳନ ପରେ ଏହି ଚୁକ୍ତି ସ୍ୱାକ୍ଷରିତ ହୋଇଥିଲା ଏବଂ ଆସାମର ଜନସାଧାରଣ ଏହାକୁ ସମର୍ଥନ କରିଥିଲେ । ଏହି ପଞ୍ଜିକାରେ ନାମ ନ ଥିବା ଲୋକମାନଙ୍କ ଭବିଷ୍ୟତ ନେଇ ବିଭିନ୍ନ ଦଳ ଓ ସଂଗଠନ ଉଦ୍‌ବେଗ ପ୍ରକାଶ କରିଛନ୍ତି । ଅନେକ ପ୍ରକୃତ ଭାରତୀୟ ନାଗରିକ ମଧ୍ୟ ଦଲିଲ ଅଭାବରୁ ତାଲିକାରୁ ବାଦ୍ ପଡ଼ିଥିବା ଅଭିଯୋଗ ହେଉଛି । ସୀମାନ୍ତ ରାଜ୍ୟରେ ଜନସଂଖ୍ୟା ସନ୍ତୁଳନ ଓ ସ୍ଥାନୀୟ ସଂସ୍କୃତି ସୁରକ୍ଷା ପାଇଁ ଏହା ଆବଶ୍ୟକ ବୋଲି ଏକ ବର୍ଗ ମତ ଦେଉଛନ୍ତି । bbox=[34, 247, 284, 724]
years-ago-label: ୨୫ ବର୍ଷ ତଳର bbox=[42, 1612, 140, 1633]
this-india-body: ମଧ୍ୟପ୍ରଦେଶ ଇନ୍ଦୋର ସହରରେ ସାମ୍ପ୍ରଦାୟିକ ସଦ୍‌ଭାବନାର ନିଦର୍ଶନ ସାଜିଛି ଏକ ହିନ୍ଦୁ ପରିବାର । ଏଠାରେ ଥିବା ଏକ ଦରଗାର ସବୁ ଦାୟିତ୍ୱ ଏହି ପରିବାର ତୁଲାଉଛି । ପୂର୍ବପୁରୁଷଙ୍କ ସମୟରୁ ଚାଲିଆସୁଥିବା ଏହି ପରମ୍ପରାକୁ ସେମାନେ ଆଜି ମଧ୍ୟ ନିଷ୍ଠାର ସହ ପାଳନ କରୁଛନ୍ତି । ପ୍ରତିଦିନ ଦରଗାରେ ଦୀପ ଜାଳିବା, ସଫା ସୁତୁରା ରଖିବା ଓ ଆସୁଥିବା ଭକ୍ତଙ୍କ ସେବା କରିବା ଏହି ପରିବାରର କାମ । ଉର୍ସ ସମୟରେ ବହୁ ଦୂରରୁ ଲୋକେ ଆସନ୍ତି ଏବଂ ପରିବାର ସଦସ୍ୟମାନେ ସମସ୍ତଙ୍କ ପାଇଁ ଭୋଜିର ବ୍ୟବସ୍ଥା କରନ୍ତି । ଧର୍ମ ଭିନ୍ନ ହେଲେ ମଧ୍ୟ ମଣିଷପଣିଆ ଏକ ବୋଲି ସେମାନେ ବିଶ୍ୱାସ କରନ୍ତି । ସ୍ଥାନୀୟ ମୁସଲମାନ ସମ୍ପ୍ରଦାୟ ମଧ୍ୟ ଏହି ପରିବାରକୁ ସମ୍ମାନ କରେ ଓ ସବୁ କାମରେ ସହଯୋଗ କରେ । ଅଯୋଧ୍ୟା ରାୟ ପରେ ମଧ୍ୟ ଏଠାରେ ଶାନ୍ତି ଓ ଭାଇଚାରା ବଜାୟ ରହିଛି । ଏପରି ଉଦାହରଣ ଦେଶର ଏକତାକୁ ମଜବୁତ କରେ ଓ ନୂଆ ପିଢ଼ିକୁ ପ୍ରେରଣା ଦିଏ । bbox=[32, 1095, 308, 1419]
print-mark bbox=[1198, 2320, 1210, 2332]
sudoku-cell bbox=[1298, 2272, 1323, 2288]
sudoku-cell bbox=[1373, 2166, 1398, 2182]
page-number: ୬ bbox=[1406, 16, 1429, 58]
column-body: ପ୍ରତିଦିନ ଶୋଇବା ଘରୁ ଉଠି ଖୁଲଣା ଦେଇ ସିଧା ରୋଷେଇ ଘରକୁ ଯାଆନ୍ତି । ବେଲଣାକାଠି ତାଙ୍କ ପ୍ରିୟ ସାଥୀ । ଚୁଲିରେ ଜାଳ ଦେଇ ପିଠା ବେଲିବା ବେଳେ ସେ ଗାଁର ସବୁ ଖବର ରଖନ୍ତି । ଘରର ସମସ୍ତେ ତାଙ୍କୁ ଭୟ କରନ୍ତି ଓ ସମ୍ମାନ ମଧ୍ୟ ଦିଅନ୍ତି । ଖୁଲଣା ଦେଇଙ୍କ ହାତ ପିଠା ଖାଇବାକୁ ଗାଁ ଲୋକେ ଅପେକ୍ଷା କରନ୍ତି । ପୂଜା ପର୍ବ ସମୟରେ ତାଙ୍କ ରୋଷେଇ ଘରୁ ବାସ୍ନା ସାରା ଗାଁକୁ ଚହଟିଯାଏ । କିନ୍ତୁ ବେଲଣାକାଠି ହାତରେ ଧରି ସେ ଯେତେବେଳେ ଘରର ପୁରୁଷମାନଙ୍କୁ ତାଗିଦ୍ କରନ୍ତି, ସେତେବେଳେ ସମସ୍ତେ ଚୁପ୍ ରହନ୍ତି । ନାତି ନାତୁଣୀଙ୍କ ପାଇଁ ସେ ଗପର ଭଣ୍ଡାର । ପ୍ରତି ସନ୍ଧ୍ୟାରେ ସେ ପିଣ୍ଡାରେ ବସି ପୁରୁଣା କାହାଣୀ ଶୁଣାନ୍ତି । ବୟସ ବଢ଼ିଲେ ମଧ୍ୟ ତାଙ୍କ ଉତ୍ସାହ କମିନାହିଁ । ପୁଅ ବୋହୂମାନେ ସହରରୁ ଆସିଲେ ସେ ସବୁଠୁ ଆଗରେ ପିଠା ପ୍ରସ୍ତୁତ କରନ୍ତି । ଦିନେ ହଠାତ୍ ବେଲଣାକାଠି ହଜିଗଲା । ଘରସାରା ଖୋଜାଖୋଜି ଆରମ୍ଭ ହେଲା । ଶେଷରେ ନାତି ଖେଳୁଥିବା ବେଳେ ତାକୁ ବାଡ଼ି ଭାବି ନେଇଯାଇଥିବା ଜଣାପଡ଼ିଲା । ଖୁଲଣା ଦେଇ ହସି ହସି କହିଲେ, ଏ ବେଲଣାକାଠି ମୋ ଜୀବନର ସାଥୀ । ଏହା ବିନା ମୋ ରୋଷେଇ ଅଧୁରା । ଗାଁର ମହିଳାମାନେ ମଧ୍ୟ ତାଙ୍କଠାରୁ ପିଠା ତିଆରି ଶିଖିବାକୁ ଆସନ୍ତି । ସେ ସମସ୍ତଙ୍କୁ ଖୁସିରେ ଶିଖାନ୍ତି । ତାଙ୍କ ପାଇଁ ରୋଷେଇ କେବଳ କାମ ନୁହେଁ, ଏହା ଏକ ସାଧନା । ସେ କହନ୍ତି, ଭଲ ମନରେ ରାନ୍ଧିଲେ ଖାଦ୍ୟ ସ୍ୱାଦିଷ୍ଟ ହୁଏ । ପରିବାରକୁ ଏକାଠି ରଖିବାରେ ତାଙ୍କର ବଡ଼ ଭୂମିକା । ଆଜିର ପିଢ଼ି ତାଙ୍କଠାରୁ ଅନେକ କିଛି ଶିଖିପାରିବ । bbox=[1102, 293, 1458, 674]
weekly-item: ୫- ସ୍କୁଲ କ୍ୟାଣ୍ଟିନରେ ଜଙ୍କ ଫୁଡ୍ ବିକ୍ରି ଉପରେ କଟକଣା ଲଗାଇବାକୁ ଖାଦ୍ୟ ସୁରକ୍ଷା ମାନ ନିର୍ଦ୍ଧାରଣ ସଂସ୍ଥାର ପ୍ରସ୍ତାବ । bbox=[32, 1883, 308, 1938]
